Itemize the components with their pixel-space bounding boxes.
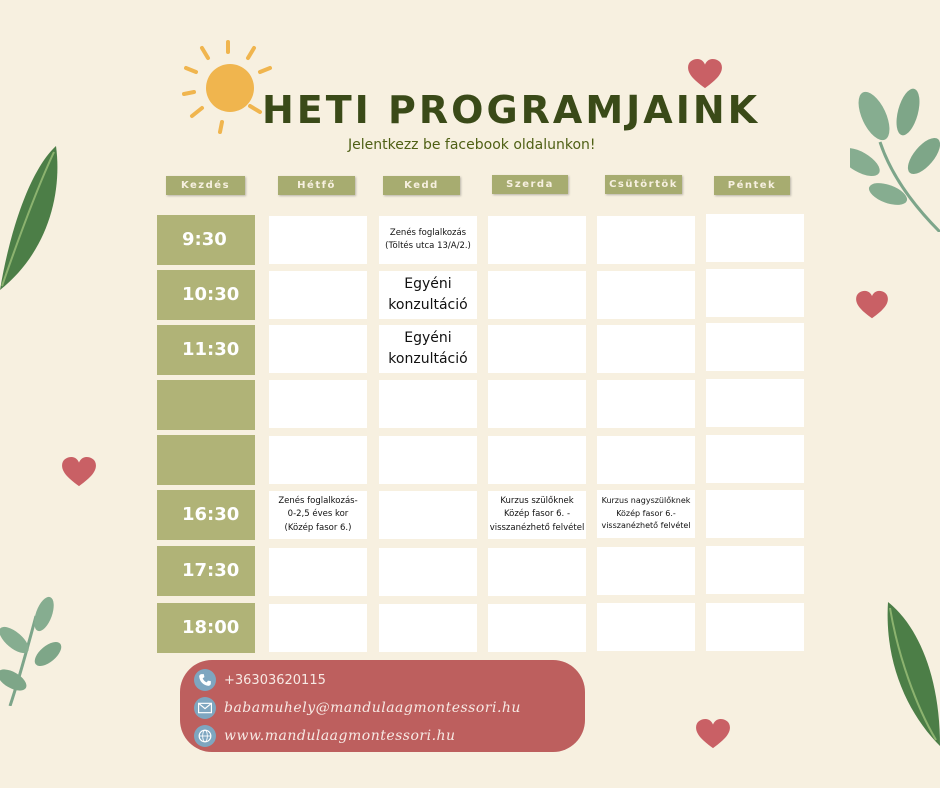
- schedule-cell: [597, 271, 695, 319]
- schedule-cell-event: Kurzus nagyszülőknek Közép fasor 6.- visszanézhető felvétel: [597, 490, 695, 538]
- leaf-icon: [850, 82, 940, 232]
- schedule-cell: [706, 490, 804, 538]
- heart-icon: [854, 290, 890, 320]
- schedule-cell: [706, 603, 804, 651]
- schedule-cell: [706, 269, 804, 317]
- contact-website[interactable]: www.mandulaagmontessori.hu: [224, 728, 456, 744]
- leaf-icon: [870, 596, 940, 746]
- schedule-cell: [379, 604, 477, 652]
- schedule-cell: [706, 323, 804, 371]
- header-wednesday: Szerda: [492, 175, 568, 194]
- schedule-cell: [488, 325, 586, 373]
- schedule-cell: [488, 380, 586, 428]
- schedule-cell: [597, 547, 695, 595]
- schedule-cell: [488, 548, 586, 596]
- page-subtitle: Jelentkezz be facebook oldalunkon!: [348, 137, 596, 153]
- schedule-cell: [706, 379, 804, 427]
- schedule-cell: [706, 214, 804, 262]
- contact-web-row: [194, 724, 456, 748]
- header-thursday: Csütörtök: [605, 175, 682, 194]
- schedule-cell: [706, 435, 804, 483]
- contact-phone-row: [194, 668, 326, 692]
- schedule-cell: [597, 325, 695, 373]
- mail-icon: [194, 697, 216, 719]
- leaf-icon: [0, 140, 64, 300]
- time-cell: 18:00: [157, 603, 255, 653]
- header-monday: Hétfő: [278, 176, 355, 195]
- heart-icon: [60, 456, 98, 488]
- time-cell: 11:30: [157, 325, 255, 375]
- schedule-cell: [379, 491, 477, 539]
- schedule-cell: [597, 380, 695, 428]
- schedule-cell-event: Kurzus szülőknek Közép fasor 6. - visszanézhető felvétel: [488, 491, 586, 539]
- schedule-cell: [269, 325, 367, 373]
- time-cell: [157, 435, 255, 485]
- schedule-cell: [488, 604, 586, 652]
- heart-icon: [686, 58, 724, 90]
- time-cell: 10:30: [157, 270, 255, 320]
- time-cell: 17:30: [157, 546, 255, 596]
- time-cell: 9:30: [157, 215, 255, 265]
- header-friday: Péntek: [714, 176, 790, 195]
- header-start: Kezdés: [166, 176, 245, 195]
- schedule-cell: [379, 548, 477, 596]
- contact-email[interactable]: babamuhely@mandulaagmontessori.hu: [224, 700, 521, 716]
- schedule-cell: [269, 216, 367, 264]
- contact-panel: [180, 660, 585, 752]
- schedule-cell: [269, 548, 367, 596]
- page-title: HETI PROGRAMJAINK: [262, 88, 761, 132]
- schedule-cell-event: Egyéni konzultáció: [379, 325, 477, 373]
- schedule-cell: [488, 271, 586, 319]
- schedule-cell-event: Zenés foglalkozás- 0-2,5 éves kor (Közép fasor 6.): [269, 491, 367, 539]
- schedule-cell: [379, 380, 477, 428]
- header-tuesday: Kedd: [383, 176, 460, 195]
- contact-email-row: [194, 696, 521, 720]
- time-cell: [157, 380, 255, 430]
- schedule-cell: [269, 380, 367, 428]
- schedule-cell: [379, 436, 477, 484]
- schedule-cell-event: Zenés foglalkozás (Töltés utca 13/A/2.): [379, 216, 477, 264]
- schedule-cell: [488, 216, 586, 264]
- schedule-cell: [597, 216, 695, 264]
- phone-icon: [194, 669, 216, 691]
- schedule-cell: [269, 436, 367, 484]
- schedule-cell: [597, 436, 695, 484]
- heart-icon: [694, 718, 732, 750]
- schedule-cell: [269, 604, 367, 652]
- schedule-cell: [597, 603, 695, 651]
- schedule-cell: [269, 271, 367, 319]
- globe-icon: [194, 725, 216, 747]
- leaf-icon: [0, 596, 64, 706]
- contact-phone[interactable]: +36303620115: [224, 672, 326, 688]
- schedule-cell: [488, 436, 586, 484]
- time-cell: 16:30: [157, 490, 255, 540]
- schedule-cell-event: Egyéni konzultáció: [379, 271, 477, 319]
- schedule-cell: [706, 546, 804, 594]
